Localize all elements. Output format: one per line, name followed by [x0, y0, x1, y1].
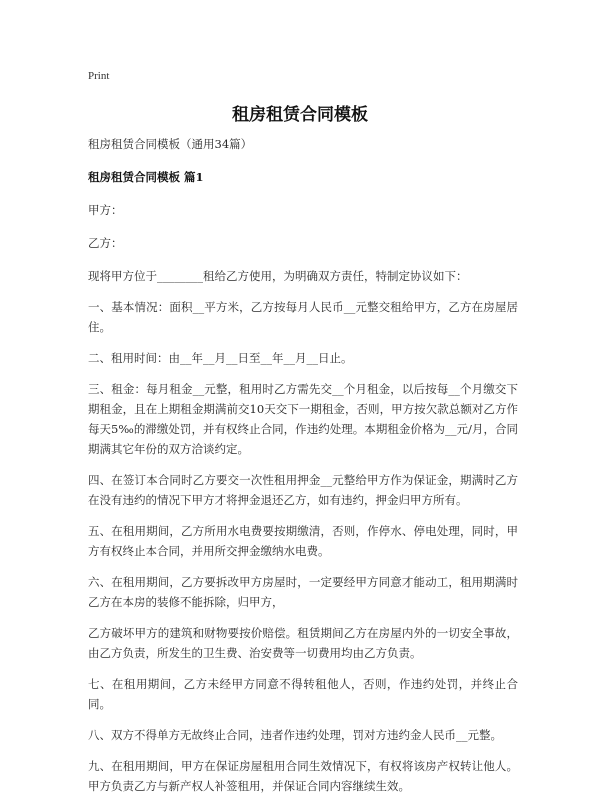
document-title: 租房租赁合同模板: [232, 105, 368, 125]
clause-9: 九、在租用期间，甲方在保证房屋租用合同生效情况下，有权将该房产权转让他人。甲方负责乙方与新产权人补签租用，并保证合同内容继续生效。: [88, 759, 518, 793]
clause-6-continued: 乙方破坏甲方的建筑和财物要按价赔偿。租赁期间乙方在房屋内外的一切安全事故，由乙方负责，所发生的卫生费、治安费等一切费用均由乙方负责。: [88, 626, 518, 660]
intro-paragraph: 现将甲方位于________租给乙方使用，为明确双方责任，特制定协议如下：: [88, 269, 468, 283]
clause-7: 七、在租用期间，乙方未经甲方同意不得转租他人，否则，作违约处罚，并终止合同。: [88, 677, 518, 711]
clause-4: 四、在签订本合同时乙方要交一次性租用押金__元整给甲方作为保证金，期满时乙方在没有违约的情况下甲方才将押金退还乙方，如有违约，押金归甲方所有。: [88, 473, 518, 507]
document-body: [88, 134, 518, 807]
clause-1: 一、基本情况：面积__平方米，乙方按每月人民币__元整交租给甲方，乙方在房屋居住。: [88, 300, 518, 334]
party-a: 甲方：: [88, 203, 123, 217]
clause-8: 八、双方不得单方无故终止合同，违者作违约处理，罚对方违约金人民币__元整。: [88, 728, 502, 742]
subtitle: 租房租赁合同模板（通用34篇）: [88, 137, 253, 151]
clause-3: 三、租金：每月租金__元整，租用时乙方需先交__个月租金，以后按每__个月缴交下期租金，且在上期租金期满前交10天交下一期租金，否则，甲方按欠款总额对乙方作每天5‰的滞缴处罚，并有权终止合同，作违约处理。本期租金价格为__元/月，合同期满其它年份的双方洽谈约定。: [88, 382, 518, 456]
print-label[interactable]: Print: [88, 70, 110, 82]
party-b: 乙方：: [88, 236, 123, 250]
clause-6: 六、在租用期间，乙方要拆改甲方房屋时，一定要经甲方同意才能动工，租用期满时乙方在本房的装修不能拆除，归甲方，: [88, 575, 518, 609]
clause-2: 二、租用时间：由__年__月__日至__年__月__日止。: [88, 351, 353, 365]
clause-5: 五、在租用期间，乙方所用水电费要按期缴清，否则，作停水、停电处理，同时，甲方有权终止本合同，并用所交押金缴纳水电费。: [88, 524, 518, 558]
section-heading: 租房租赁合同模板 篇1: [88, 170, 204, 184]
